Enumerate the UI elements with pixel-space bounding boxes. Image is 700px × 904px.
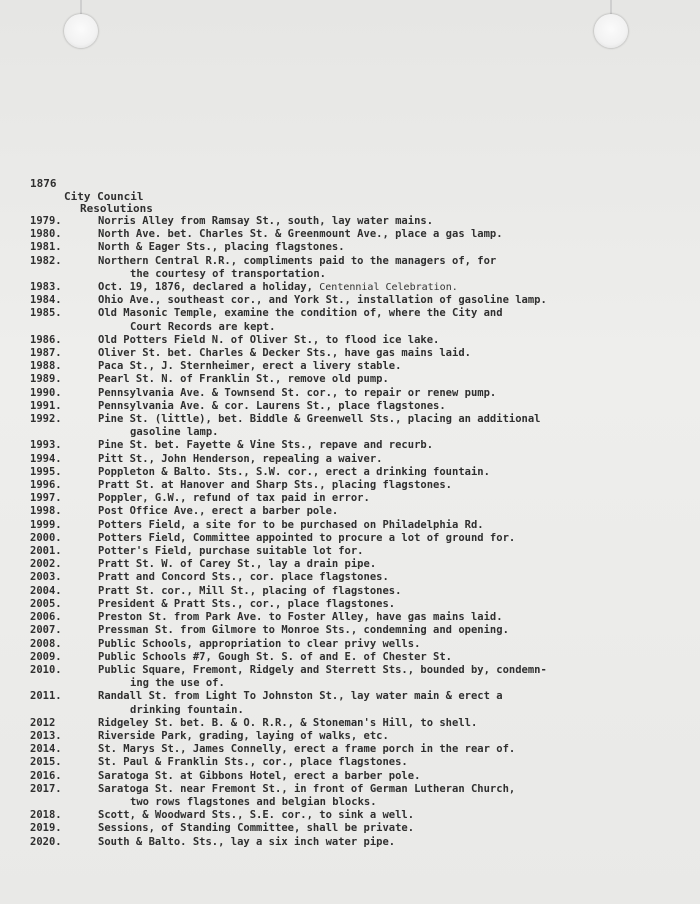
entry-body bbox=[98, 690, 690, 703]
entry-number: 2017. bbox=[30, 782, 62, 795]
entry-body bbox=[98, 373, 690, 386]
document-heading: City Council bbox=[64, 190, 144, 203]
entry-body bbox=[98, 492, 690, 505]
entry-continuation: ing the use of. bbox=[130, 677, 225, 690]
resolution-entry bbox=[30, 228, 690, 241]
entry-body bbox=[98, 624, 690, 637]
entry-text: Ridgeley St. bet. B. & O. R.R., & Stoneman's Hill, to shell. bbox=[98, 716, 478, 729]
entry-text: Oct. 19, 1876, declared a holiday, bbox=[98, 281, 313, 294]
resolution-entry bbox=[30, 466, 690, 479]
entry-text: Pressman St. from Gilmore to Monroe Sts., condemning and opening. bbox=[98, 624, 509, 637]
resolution-entry bbox=[30, 505, 690, 518]
entry-body bbox=[98, 228, 690, 241]
entry-text: St. Paul & Franklin Sts., cor., place flagstones. bbox=[98, 756, 408, 769]
resolution-entry bbox=[30, 294, 690, 307]
entry-text: Randall St. from Light To Johnston St., lay water main & erect a bbox=[98, 690, 503, 703]
entry-number: 1996. bbox=[30, 479, 62, 492]
entry-text: Pennsylvania Ave. & Townsend St. cor., to repair or renew pump. bbox=[98, 386, 497, 399]
resolution-entry bbox=[30, 453, 690, 466]
entry-continuation: two rows flagstones and belgian blocks. bbox=[130, 795, 377, 808]
entry-number: 1994. bbox=[30, 452, 62, 465]
entry-number: 1992. bbox=[30, 413, 62, 426]
entry-body bbox=[98, 413, 690, 426]
entry-body bbox=[98, 664, 690, 677]
entry-number: 2013. bbox=[30, 729, 62, 742]
entry-number: 2006. bbox=[30, 611, 62, 624]
entry-text: Sessions, of Standing Committee, shall be private. bbox=[98, 822, 415, 835]
entry-body bbox=[98, 215, 690, 228]
entry-text: Pennsylvania Ave. & cor. Laurens St., place flagstones. bbox=[98, 399, 446, 412]
entry-number: 1993. bbox=[30, 439, 62, 452]
entry-number: 1986. bbox=[30, 333, 62, 346]
resolution-entry bbox=[30, 690, 690, 703]
entry-text: Post Office Ave., erect a barber pole. bbox=[98, 505, 339, 518]
resolution-list bbox=[30, 215, 690, 849]
resolution-entry bbox=[30, 479, 690, 492]
resolution-entry bbox=[30, 717, 690, 730]
entry-body bbox=[98, 505, 690, 518]
resolution-entry bbox=[30, 730, 690, 743]
entry-text: Old Potters Field N. of Oliver St., to flood ice lake. bbox=[98, 333, 440, 346]
entry-text: Norris Alley from Ramsay St., south, lay water mains. bbox=[98, 215, 434, 227]
entry-number: 2001. bbox=[30, 545, 62, 558]
entry-text: Pearl St. N. of Franklin St., remove old pump. bbox=[98, 373, 389, 386]
entry-number: 2018. bbox=[30, 809, 62, 822]
resolution-entry bbox=[30, 334, 690, 347]
resolution-entry bbox=[30, 836, 690, 849]
entry-number: 2009. bbox=[30, 650, 62, 663]
resolution-entry bbox=[30, 373, 690, 386]
entry-number: 2015. bbox=[30, 756, 62, 769]
resolution-entry bbox=[30, 770, 690, 783]
entry-body bbox=[98, 307, 690, 320]
entry-body bbox=[98, 255, 690, 268]
entry-number: 2007. bbox=[30, 624, 62, 637]
resolution-entry bbox=[30, 400, 690, 413]
document-body bbox=[30, 176, 690, 849]
resolution-entry bbox=[30, 241, 690, 254]
entry-body bbox=[98, 439, 690, 452]
entry-text: Ohio Ave., southeast cor., and York St., installation of gasoline lamp. bbox=[98, 294, 547, 307]
resolution-entry bbox=[30, 756, 690, 769]
entry-body bbox=[98, 809, 690, 822]
entry-body bbox=[98, 558, 690, 571]
entry-body bbox=[98, 479, 690, 492]
resolution-entry bbox=[30, 281, 690, 294]
entry-body bbox=[98, 360, 690, 373]
entry-text: Potter's Field, purchase suitable lot for. bbox=[98, 545, 364, 558]
entry-body bbox=[98, 294, 690, 307]
entry-body bbox=[98, 717, 690, 730]
resolution-entry bbox=[30, 809, 690, 822]
entry-number: 1995. bbox=[30, 465, 62, 478]
entry-number: 2002. bbox=[30, 558, 62, 571]
resolution-entry bbox=[30, 624, 690, 637]
resolution-entry bbox=[30, 783, 690, 796]
entry-body bbox=[98, 334, 690, 347]
entry-text: Poppler, G.W., refund of tax paid in error. bbox=[98, 492, 370, 505]
entry-number: 2011. bbox=[30, 690, 62, 703]
entry-text: Pratt and Concord Sts., cor. place flagstones. bbox=[98, 571, 389, 584]
resolution-entry bbox=[30, 651, 690, 664]
entry-text: Paca St., J. Sternheimer, erect a livery stable. bbox=[98, 360, 402, 373]
resolution-entry bbox=[30, 532, 690, 545]
resolution-entry bbox=[30, 255, 690, 268]
entry-body bbox=[98, 836, 690, 849]
entry-continuation: Court Records are kept. bbox=[130, 320, 276, 333]
entry-number: 2012 bbox=[30, 716, 56, 729]
entry-body bbox=[98, 466, 690, 479]
entry-body bbox=[98, 611, 690, 624]
entry-number: 2008. bbox=[30, 637, 62, 650]
resolution-entry bbox=[30, 545, 690, 558]
entry-text: Public Square, Fremont, Ridgely and Sterrett Sts., bounded by, condemn- bbox=[98, 663, 547, 676]
entry-number: 1988. bbox=[30, 360, 62, 373]
entry-body bbox=[98, 545, 690, 558]
entry-continuation: the courtesy of transportation. bbox=[130, 267, 326, 280]
entry-number: 1991. bbox=[30, 399, 62, 412]
entry-text: Old Masonic Temple, examine the condition of, where the City and bbox=[98, 307, 503, 320]
entry-text: President & Pratt Sts., cor., place flagstones. bbox=[98, 597, 396, 610]
entry-text: Saratoga St. near Fremont St., in front of German Lutheran Church, bbox=[98, 782, 516, 795]
resolution-entry bbox=[30, 215, 690, 228]
entry-number: 2014. bbox=[30, 743, 62, 756]
entry-number: 2010. bbox=[30, 663, 62, 676]
entry-number: 2004. bbox=[30, 584, 62, 597]
resolution-entry bbox=[30, 822, 690, 835]
resolution-entry bbox=[30, 664, 690, 677]
entry-text: Pratt St. cor., Mill St., placing of flagstones. bbox=[98, 584, 402, 597]
entry-body bbox=[98, 241, 690, 254]
entry-number: 1985. bbox=[30, 307, 62, 320]
entry-text: North & Eager Sts., placing flagstones. bbox=[98, 241, 345, 254]
entry-body bbox=[98, 756, 690, 769]
resolution-entry bbox=[30, 558, 690, 571]
entry-number: 1979. bbox=[30, 215, 62, 227]
entry-text: Public Schools, appropriation to clear privy wells. bbox=[98, 637, 421, 650]
resolution-entry bbox=[30, 492, 690, 505]
entry-text: South & Balto. Sts., lay a six inch water pipe. bbox=[98, 835, 396, 848]
entry-text: Scott, & Woodward Sts., S.E. cor., to sink a well. bbox=[98, 809, 415, 822]
punch-hole bbox=[64, 14, 98, 48]
resolution-entry bbox=[30, 439, 690, 452]
resolution-entry bbox=[30, 638, 690, 651]
entry-number: 2020. bbox=[30, 835, 62, 848]
entry-number: 2019. bbox=[30, 822, 62, 835]
entry-number: 1984. bbox=[30, 294, 62, 307]
resolution-entry bbox=[30, 585, 690, 598]
resolution-entry bbox=[30, 598, 690, 611]
entry-number: 1990. bbox=[30, 386, 62, 399]
entry-text: Pine St. (little), bet. Biddle & Greenwell Sts., placing an additional bbox=[98, 413, 541, 426]
resolution-entry bbox=[30, 360, 690, 373]
entry-inset-note: Centennial Celebration. bbox=[319, 282, 458, 294]
entry-text: Pitt St., John Henderson, repealing a waiver. bbox=[98, 452, 383, 465]
entry-body bbox=[98, 743, 690, 756]
entry-number: 1997. bbox=[30, 492, 62, 505]
entry-text: Potters Field, Committee appointed to procure a lot of ground for. bbox=[98, 531, 516, 544]
entry-number: 1999. bbox=[30, 518, 62, 531]
entry-body bbox=[98, 453, 690, 466]
resolution-entry bbox=[30, 387, 690, 400]
entry-number: 2005. bbox=[30, 597, 62, 610]
entry-number: 1987. bbox=[30, 347, 62, 360]
entry-text: Poppleton & Balto. Sts., S.W. cor., erect a drinking fountain. bbox=[98, 465, 490, 478]
resolution-entry bbox=[30, 611, 690, 624]
entry-number: 1980. bbox=[30, 228, 62, 241]
entry-text: St. Marys St., James Connelly, erect a frame porch in the rear of. bbox=[98, 743, 516, 756]
entry-number: 1982. bbox=[30, 254, 62, 267]
entry-text: Potters Field, a site for to be purchased on Philadelphia Rd. bbox=[98, 518, 484, 531]
entry-text: Oliver St. bet. Charles & Decker Sts., have gas mains laid. bbox=[98, 347, 471, 360]
entry-body bbox=[98, 387, 690, 400]
entry-text: Saratoga St. at Gibbons Hotel, erect a barber pole. bbox=[98, 769, 421, 782]
entry-body bbox=[98, 519, 690, 532]
entry-number: 2016. bbox=[30, 769, 62, 782]
entry-body bbox=[98, 783, 690, 796]
entry-number: 2003. bbox=[30, 571, 62, 584]
resolution-entry bbox=[30, 413, 690, 426]
entry-body bbox=[98, 822, 690, 835]
entry-body bbox=[98, 598, 690, 611]
entry-text: Northern Central R.R., compliments paid to the managers of, for bbox=[98, 254, 497, 267]
entry-text: Riverside Park, grading, laying of walks, etc. bbox=[98, 729, 389, 742]
resolution-entry bbox=[30, 307, 690, 320]
entry-text: Public Schools #7, Gough St. S. of and E. of Chester St. bbox=[98, 650, 453, 663]
entry-number: 1981. bbox=[30, 241, 62, 254]
entry-text: Pratt St. at Hanover and Sharp Sts., placing flagstones. bbox=[98, 479, 453, 492]
document-year: 1876 bbox=[30, 177, 57, 190]
entry-body bbox=[98, 400, 690, 413]
entry-body bbox=[98, 651, 690, 664]
entry-continuation: drinking fountain. bbox=[130, 703, 244, 716]
entry-number: 2000. bbox=[30, 531, 62, 544]
entry-text: Preston St. from Park Ave. to Foster Alley, have gas mains laid. bbox=[98, 611, 503, 624]
entry-continuation: gasoline lamp. bbox=[130, 426, 219, 439]
entry-number: 1983. bbox=[30, 281, 62, 294]
entry-body bbox=[98, 532, 690, 545]
entry-body bbox=[98, 730, 690, 743]
entry-body bbox=[98, 281, 690, 294]
entry-text: Pratt St. W. of Carey St., lay a drain pipe. bbox=[98, 558, 377, 571]
entry-body bbox=[98, 585, 690, 598]
resolution-entry bbox=[30, 743, 690, 756]
entry-number: 1989. bbox=[30, 373, 62, 386]
entry-body bbox=[98, 571, 690, 584]
entry-body bbox=[98, 638, 690, 651]
resolution-entry bbox=[30, 519, 690, 532]
entry-body bbox=[98, 347, 690, 360]
entry-number: 1998. bbox=[30, 505, 62, 518]
punch-hole bbox=[594, 14, 628, 48]
entry-text: North Ave. bet. Charles St. & Greenmount Ave., place a gas lamp. bbox=[98, 228, 503, 241]
entry-text: Pine St. bet. Fayette & Vine Sts., repave and recurb. bbox=[98, 439, 434, 452]
resolution-entry bbox=[30, 571, 690, 584]
entry-body bbox=[98, 770, 690, 783]
document-subheading: Resolutions bbox=[80, 202, 153, 215]
resolution-entry bbox=[30, 347, 690, 360]
